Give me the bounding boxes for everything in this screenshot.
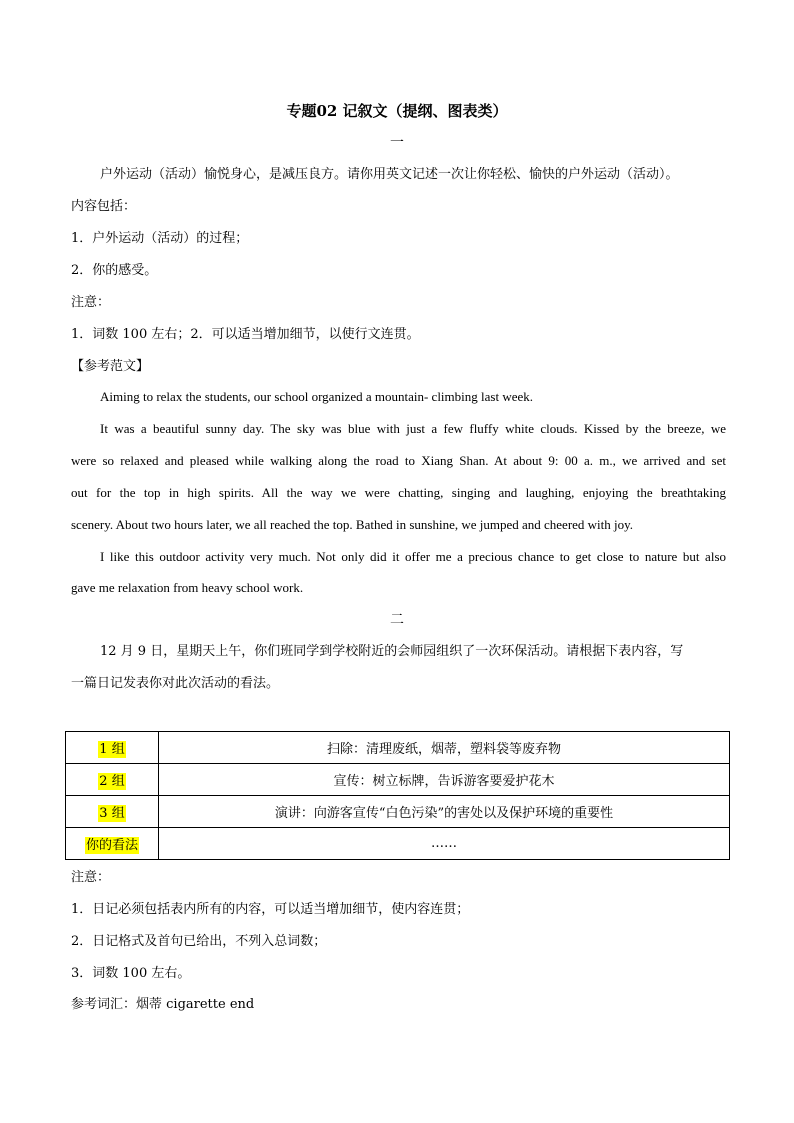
section-2-number: 二 [390, 612, 404, 628]
task-cell: …… [159, 828, 730, 860]
essay-line: scenery. About two hours later, we all reached the top. Bathed in sunshine, we jumped and cheered with joy. [71, 517, 634, 532]
task-cell: 扫除：清理废纸，烟蒂，塑料袋等废弃物 [159, 732, 730, 764]
reference-vocabulary: 参考词汇：烟蒂 cigarette end [71, 997, 255, 1012]
group-cell: 1 组 [66, 732, 159, 764]
essay-line: I like this outdoor activity very much. Not only did it offer me a precious chance to get close to nature but also [100, 549, 726, 564]
table-row [66, 732, 730, 764]
reference-essay-label: 【参考范文】 [71, 359, 150, 374]
activity-table [65, 731, 730, 860]
notes-label: 注意： [71, 295, 111, 310]
section-2-note-3: 3．词数 100 左右。 [71, 966, 191, 981]
essay-line: were so relaxed and pleased while walking along the road to Xiang Shan. At about 9: 00 a. m., we arrived and set [71, 453, 726, 468]
section-2-note-1: 1．日记必须包括表内所有的内容，可以适当增加细节，使内容连贯； [71, 902, 470, 917]
section-2-prompt-line-1: 12 月 9 日，星期天上午，你们班同学到学校附近的会师园组织了一次环保活动。请根据下表内容，写 [100, 644, 684, 659]
page-title: 专题02 记叙文（提纲、图表类） [286, 102, 508, 120]
content-item-1: 1．户外运动（活动）的过程； [71, 231, 249, 246]
task-cell: 宣传：树立标牌，告诉游客要爱护花木 [159, 764, 730, 796]
section-2-prompt-line-2: 一篇日记发表你对此次活动的看法。 [71, 676, 280, 691]
section-1-number: 一 [390, 135, 404, 151]
group-cell: 3 组 [66, 796, 159, 828]
notes-text: 1．词数 100 左右；2．可以适当增加细节，以使行文连贯。 [71, 327, 420, 342]
task-cell: 演讲：向游客宣传“白色污染”的害处以及保护环境的重要性 [159, 796, 730, 828]
group-cell: 2 组 [66, 764, 159, 796]
content-item-2: 2．你的感受。 [71, 263, 158, 278]
group-cell: 你的看法 [66, 828, 159, 860]
section-2-note-2: 2．日记格式及首句已给出，不列入总词数； [71, 934, 327, 949]
content-label: 内容包括： [71, 199, 137, 214]
essay-line: Aiming to relax the students, our school organized a mountain- climbing last week. [100, 389, 533, 404]
section-2-notes-label: 注意： [71, 870, 111, 885]
essay-line: gave me relaxation from heavy school work. [71, 580, 304, 595]
section-1-prompt: 户外运动（活动）愉悦身心，是减压良方。请你用英文记述一次让你轻松、愉快的户外运动（活动）。 [100, 167, 679, 182]
essay-line: out for the top in high spirits. All the way we were chatting, singing and laughing, enjoying the breathtaking [71, 485, 726, 500]
table-row [66, 764, 730, 796]
table-row [66, 796, 730, 828]
essay-line: It was a beautiful sunny day. The sky was blue with just a few fluffy white clouds. Kissed by the breeze, we [100, 421, 726, 436]
table-row [66, 828, 730, 860]
